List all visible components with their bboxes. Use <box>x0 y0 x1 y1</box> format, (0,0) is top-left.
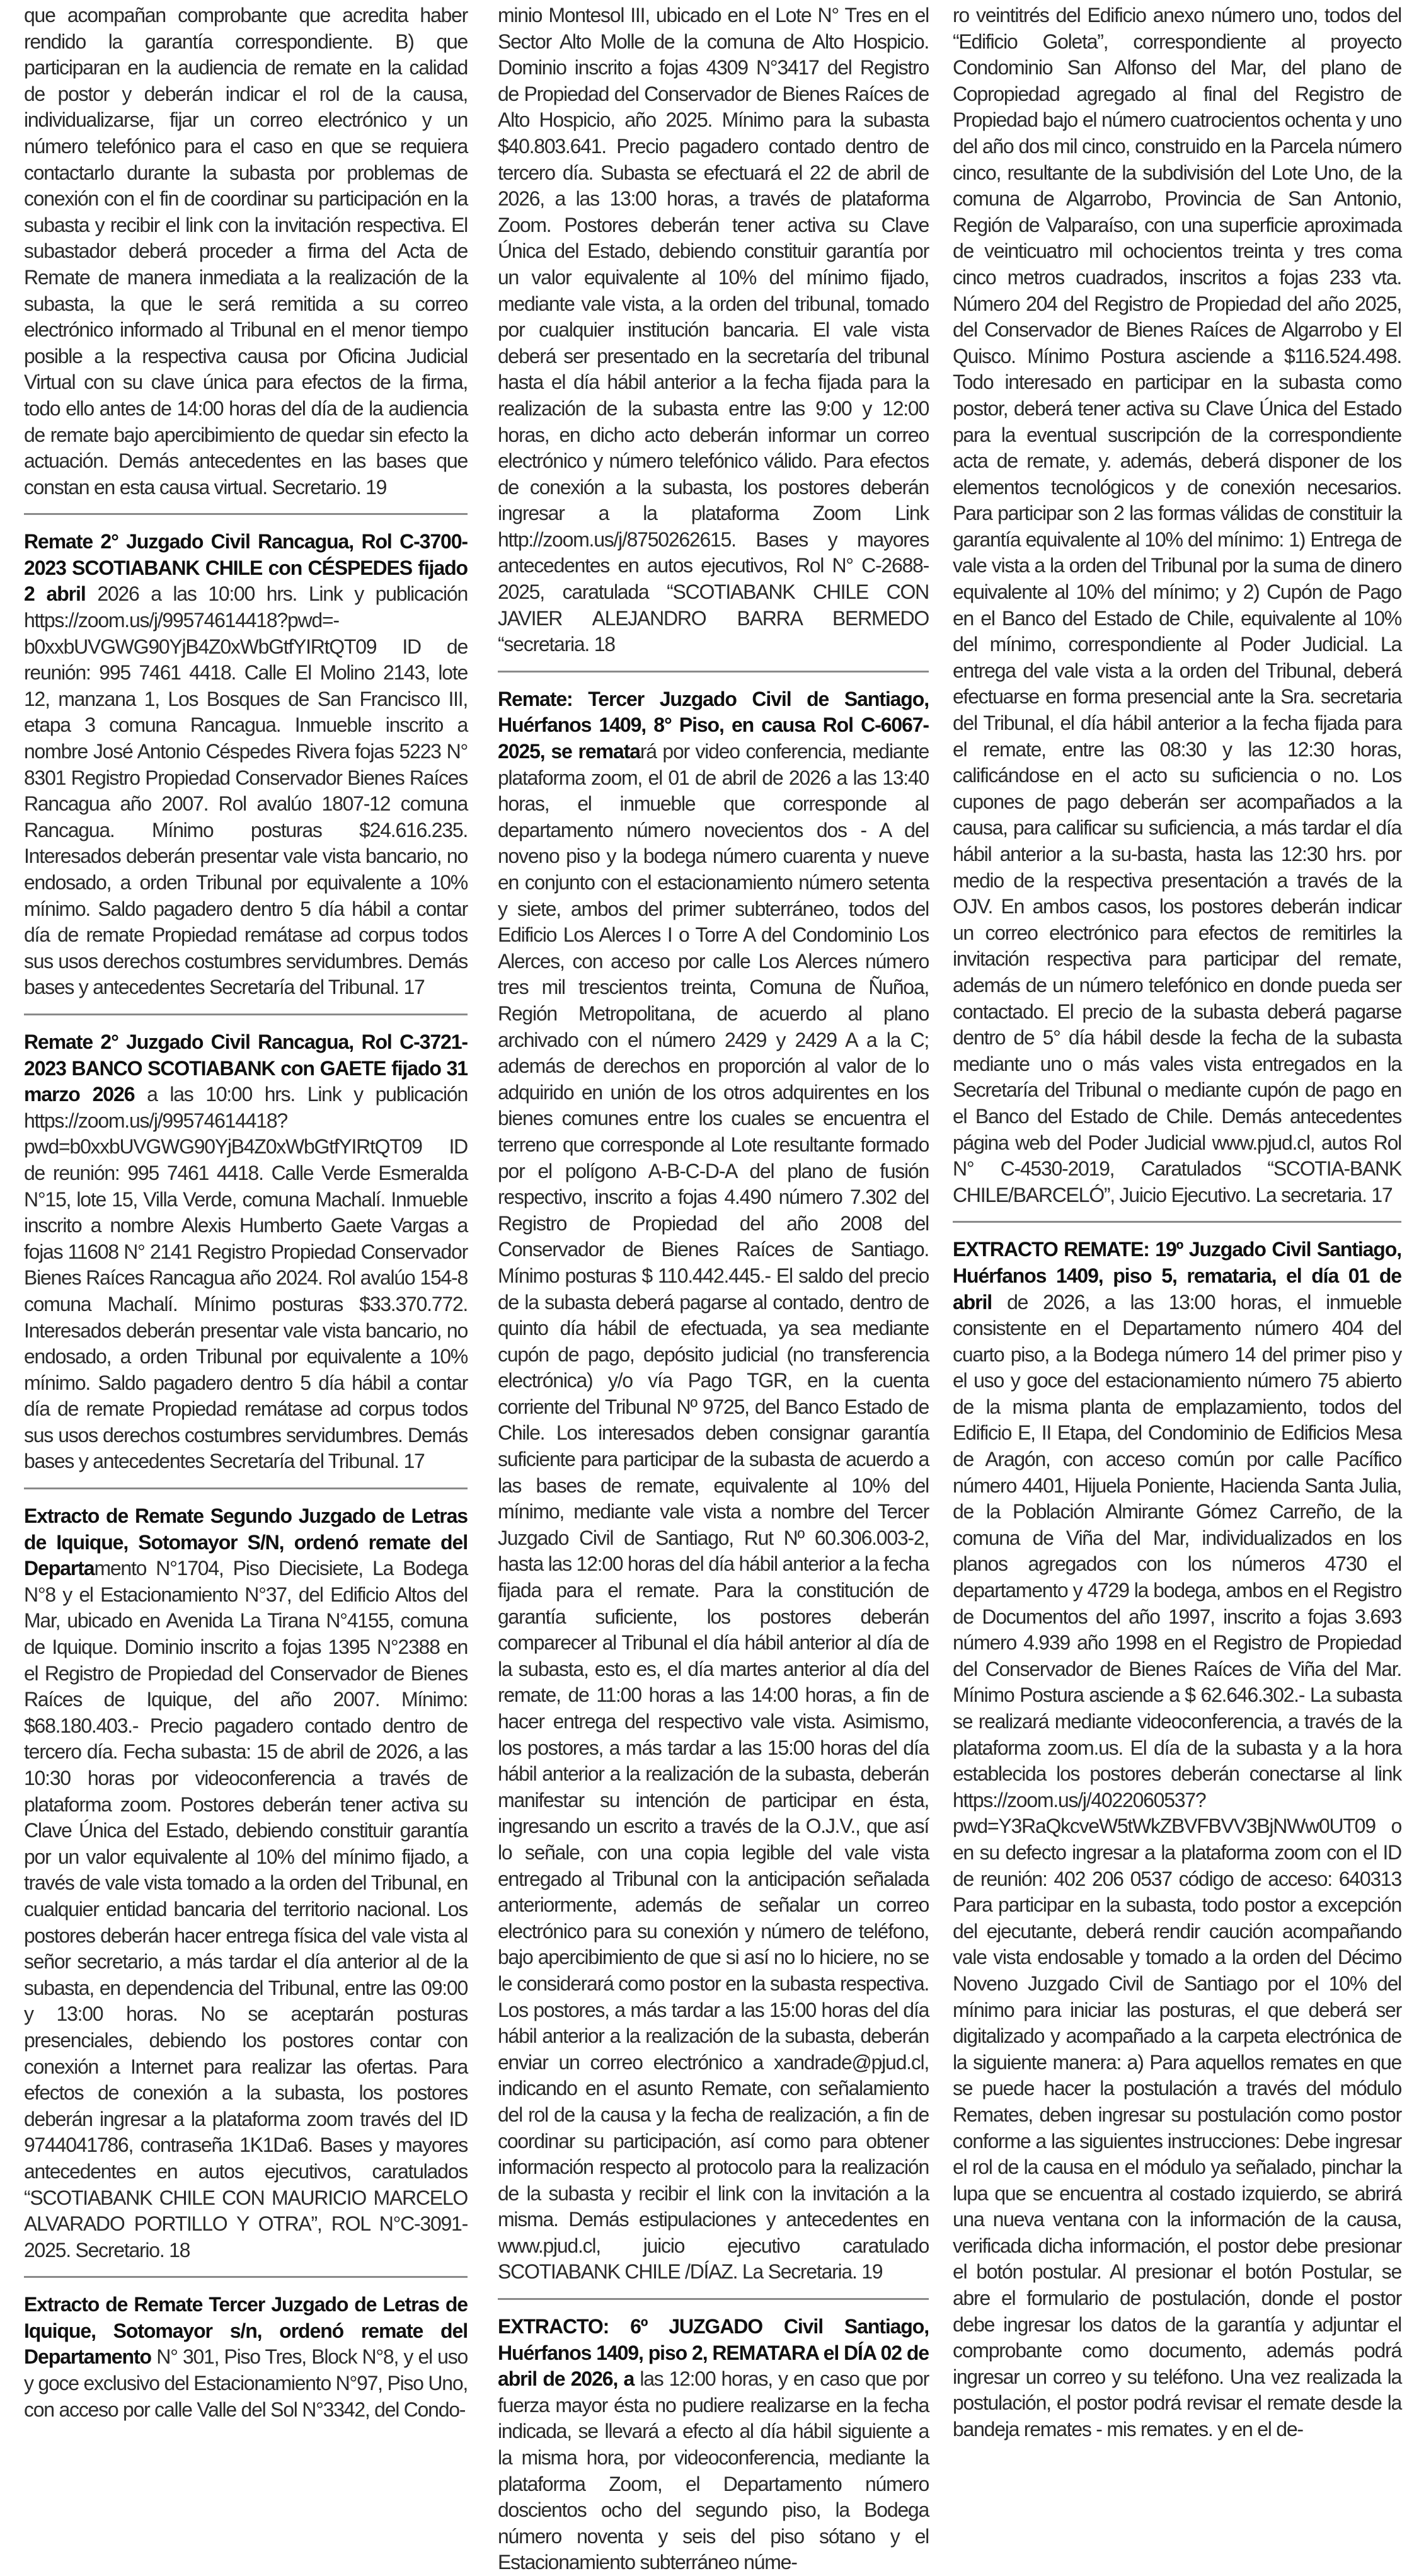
notice-body: a las 10:00 hrs. Link y publicación https://zoom.us/j/99574614418?pwd=b0xxbUVGWG90YjB4Z0xWbGtfYIRtQT09 ID de reunión: 995 7461 4418. Calle Verde Esmeralda N°15, lote 15, Villa Verde, comuna Machalí. Inmueble inscrito a nombre Alexis Humberto Gaete Vargas a fojas 11608 N° 2141 Registro Propiedad Conservador Bienes Raíces Rancagua año 2024. Rol avalúo 154-8 comuna Machalí. Mínimo posturas $33.370.772. Interesados deberán presentar vale vista bancario, no endosado, a orden Tribunal por equivalente a 10% mínimo. Saldo pagadero dentro 5 día hábil a contar día de remate Propiedad remátase ad corpus todos sus usos derechos costumbres servidumbres. Demás bases y antecedentes Secretaría del Tribunal. 17 <box>24 1083 468 1473</box>
divider <box>24 1014 468 1015</box>
divider <box>24 1487 468 1489</box>
notice-lead: Extracto de Remate Segundo Juzgado de Letras de Iquique, Sotomayor S/N, ordenó remate del Departa <box>24 1505 468 1580</box>
notice-santiago-19 <box>953 1237 1401 2442</box>
column-1 <box>24 3 468 2423</box>
notice-body: las 12:00 horas, y en caso que por fuerza mayor ésta no pudiere realizarse en la fecha indicada, se llevará a efecto al día hábil siguiente a la misma hora, por videoconferencia, mediante la plataforma Zoom, el Departamento número doscientos ocho del segundo piso, la Bodega número noventa y seis del piso sótano y el Estacionamiento subterráneo núme- <box>498 2367 929 2574</box>
notice-lead: Remate 2° Juzgado Civil Rancagua, Rol C-3700-2023 SCOTIABANK CHILE con CÉSPEDES fijado 2 abril <box>24 530 468 606</box>
notice-body: de 2026, a las 13:00 horas, el inmueble consistente en el Departamento número 404 del cuarto piso, a la Bodega número 14 del primer piso y el uso y goce del estacionamiento número 75 abierto de la misma planta de emplazamiento, todos del Edificio E, II Etapa, del Condominio de Edificios Mesa de Aragón, con acceso común por calle Pacífico número 4401, Hijuela Poniente, Hacienda Santa Julia, de la Población Almirante Gómez Carreño, de la comuna de Viña del Mar, individualizados en los planos agregados con los números 4730 el departamento y 4729 la bodega, ambos en el Registro de Documentos del año 1997, inscrito a fojas 3.693 número 4.939 año 1998 en el Registro de Propiedad del Conservador de Bienes Raíces de Viña del Mar. Mínimo Postura asciende a $ 62.646.302.- La subasta se realizará mediante videoconferencia, a través de la plataforma zoom.us. El día de la subasta y a la hora establecida los postores deberán conectarse al link https://zoom.us/j/4022060537?pwd=Y3RaQkcveW5tWkZBVFBVV3BjNWw0UT09 o en su defecto ingresar a la plataforma zoom con el ID de reunión: 402 206 0537 código de acceso: 640313 Para participar en la subasta, todo postor a excepción del ejecutante, deberá rendir caución acompañando vale vista endosable y tomado a la orden del Décimo Noveno Juzgado Civil de Santiago por el 10% del mínimo para iniciar las posturas, el que deberá ser digitalizado y acompañado a la carpeta electrónica de la siguiente manera: a) Para aquellos remates en que se puede hacer la postulación a través del módulo Remates, deben ingresar su postulación como postor conforme a las siguientes instrucciones: Debe ingresar el rol de la causa en el módulo ya señalado, pinchar la lupa que se encuentra al costado izquierdo, se abrirá una nueva ventana con la información de la causa, verificada dicha información, el postor debe presionar el botón postular. Al presionar el botón Postular, se abre el formulario de postulación, donde el postor debe ingresar los datos de la garantía y adjuntar el comprobante como documento, además podrá ingresar un correo y su teléfono. Una vez realizada la postulación, el postor podrá revisar el remate desde la bandeja remates - mis remates. y en el de- <box>953 1290 1401 2441</box>
notice-continuation <box>953 3 1401 1208</box>
notice-rancagua-cespedes <box>24 529 468 1001</box>
notice-body: rá por video conferencia, mediante plataforma zoom, el 01 de abril de 2026 a las 13:40 horas, el inmueble que corresponde al departamento número novecientos dos - A del noveno piso y la bodega número cuarenta y nueve en conjunto con el estacionamiento número setenta y siete, ambos del primer subterráneo, todos del Edificio Los Alerces I o Torre A del Condominio Los Alerces, con acceso por calle Los Alerces número tres mil trescientos treinta, Comuna de Ñuñoa, Región Metropolitana, de acuerdo al plano archivado con el número 2429 y 2429 A a la C; además de derechos en proporción al valor de lo adquirido en unión de los otros adquirentes en los bienes comunes entre los cuales se encuentra el terreno que corresponde al Lote resultante formado por el polígono A-B-C-D-A del plano de fusión respectivo, inscrito a fojas 4.490 número 7.302 del Registro de Propiedad del año 2008 del Conservador de Bienes Raíces de Santiago. Mínimo posturas $ 110.442.445.- El saldo del precio de la subasta deberá pagarse al contado, dentro de quinto día hábil de efectuada, ya sea mediante cupón de pago, depósito judicial (no transferencia electrónica) y/o vía Pago TGR, en la cuenta corriente del Tribunal Nº 9725, del Banco Estado de Chile. Los interesados deben consignar garantía suficiente para participar de la subasta de acuerdo a las bases de remate, equivalente al 10% del mínimo, mediante vale vista a nombre del Tercer Juzgado Civil de Santiago, Rut Nº 60.306.003-2, hasta las 12:00 horas del día hábil anterior a la fecha fijada para el remate. Para la constitución de garantía suficiente, los postores deberán comparecer al Tribunal el día hábil anterior al día de la subasta, esto es, el día martes anterior al día del remate, de 11:00 horas a las 14:00 horas, a fin de hacer entrega del respectivo vale vista. Asimismo, los postores, a más tardar a las 15:00 horas del día hábil anterior a la realización de la subasta, deberán manifestar su intención de participar en ésta, ingresando un escrito a través de la O.J.V., que así lo señale, con una copia legible del vale vista entregado al Tribunal con la anticipación señalada anteriormente, además de señalar un correo electrónico para su conexión y número de teléfono, bajo apercibimiento de que si así no lo hiciere, no se le considerará como postor en la subasta respectiva. Los postores, a más tardar a las 15:00 horas del día hábil anterior a la realización de la subasta, deberán enviar un correo electrónico a xandrade@pjud.cl, indicando en el asunto Remate, con señalamiento del rol de la causa y la fecha de realización, a fin de coordinar su participación, así como para obtener información respecto al protocolo para la realización de la subasta y recibir el link con la invitación a la misma. Demás estipulaciones y antecedentes en www.pjud.cl, juicio ejecutivo caratulado SCOTIABANK CHILE /DÍAZ. La Secretaria. 19 <box>498 740 929 2284</box>
divider <box>498 671 929 673</box>
notice-body: minio Montesol III, ubicado en el Lote N° Tres en el Sector Alto Molle de la comuna de Alto Hospicio. Dominio inscrito a fojas 4309 N°3417 del Registro de Propiedad del Conservador de Bienes Raíces de Alto Hospicio, año 2025. Mínimo para la subasta $40.803.641. Precio pagadero contado dentro de tercero día. Subasta se efectuará el 22 de abril de 2026, a las 13:00 horas, a través de plataforma Zoom. Postores deberán tener activa su Clave Única del Estado, debiendo constituir garantía por un valor equivalente al 10% del mínimo fijado, mediante vale vista, a la orden del tribunal, tomado por cualquier institución bancaria. El vale vista deberá ser presentado en la secretaría del tribunal hasta el día hábil anterior a la fecha fijada para la realización de la subasta entre las 9:00 y 12:00 horas, en dicho acto deberán informar un correo electrónico y número telefónico válido. Para efectos de conexión a la subasta, los postores deberán ingresar a la plataforma Zoom Link http://zoom.us/j/8750262615. Bases y mayores antecedentes en autos ejecutivos, Rol N° C-2688-2025, caratulada “SCOTIABANK CHILE CON JAVIER ALEJANDRO BARRA BERMEDO “secretaria. 18 <box>498 4 929 656</box>
notice-body: 2026 a las 10:00 hrs. Link y publicación https://zoom.us/j/99574614418?pwd=-b0xxbUVGWG90YjB4Z0xWbGtfYIRtQT09 ID de reunión: 995 7461 4418. Calle El Molino 2143, lote 12, manzana 1, Los Bosques de San Francisco III, etapa 3 comuna Rancagua. Inmueble inscrito a nombre José Antonio Céspedes Rivera fojas 5223 N° 8301 Registro Propiedad Conservador Bienes Raíces Rancagua año 2007. Rol avalúo 1807-12 comuna Rancagua. Mínimo posturas $24.616.235. Interesados deberán presentar vale vista bancario, no endosado, a orden Tribunal por equivalente a 10% mínimo. Saldo pagadero dentro 5 día hábil a contar día de remate Propiedad remátase ad corpus todos sus usos derechos costumbres servidumbres. Demás bases y antecedentes Secretaría del Tribunal. 17 <box>24 582 468 999</box>
column-2 <box>498 3 929 2576</box>
notice-lead: EXTRACTO: 6º JUZGADO Civil Santiago, Huérfanos 1409, piso 2, REMATARA el DÍA 02 de abril de 2026, a <box>498 2315 929 2391</box>
notice-body: ro veintitrés del Edificio anexo número uno, todos del “Edificio Goleta”, correspondiente al proyecto Condominio San Alfonso del Mar, del plano de Copropiedad agregado al final del Registro de Propiedad bajo el número cuatrocientos ochenta y uno del año dos mil cinco, construido en la Parcela número cinco, resultante de la subdivisión del Lote Uno, de la comuna de Algarrobo, Provincia de San Antonio, Región de Valparaíso, con una superficie aproximada de veinticuatro mil ochocientos treinta y tres coma cinco metros cuadrados, inscritos a fojas 233 vta. Número 204 del Registro de Propiedad del año 2025, del Conservador de Bienes Raíces de Algarrobo y El Quisco. Mínimo Postura asciende a $116.524.498. Todo interesado en participar en la subasta como postor, deberá tener activa su Clave Única del Estado para la eventual suscripción de la correspondiente acta de remate, y. además, deberá disponer de los elementos tecnológicos y de conexión necesarios. Para participar son 2 las formas válidas de constituir la garantía equivalente al 10% del mínimo: 1) Entrega de vale vista a la orden del Tribunal por la suma de dinero equivalente al 10% del mínimo; y 2) Cupón de Pago en el Banco del Estado de Chile, equivalente al 10% del mínimo, correspondiente al Poder Judicial. La entrega del vale vista a la orden del Tribunal, deberá efectuarse en forma presencial ante la Sra. secretaria del Tribunal, el día hábil anterior a la fecha fijada para el remate, entre las 08:30 y las 12:30 horas, calificándose en el acto su suficiencia o no. Los cupones de pago deberán ser acompañados a la causa, para calificar su suficiencia, a más tardar el día hábil anterior a la su-basta, hasta las 12:30 hrs. por medio de la respectiva presentación a través de la OJV. En ambos casos, los postores deberán indicar un correo electrónico para efectos de remitirles la invitación respectiva para participar del remate, además de un número telefónico en donde pueda ser contactado. El precio de la subasta deberá pagarse dentro de 5° día hábil desde la fecha de la subasta mediante uno o más vales vista entregados en la Secretaría del Tribunal o mediante cupón de pago en el Banco del Estado de Chile. Demás antecedentes página web del Poder Judicial www.pjud.cl, autos Rol N° C-4530-2019, Caratulados “SCOTIA-BANK CHILE/BARCELÓ”, Juicio Ejecutivo. La secretaria. 17 <box>953 4 1401 1206</box>
notice-lead: Remate 2° Juzgado Civil Rancagua, Rol C-3721-2023 BANCO SCOTIABANK con GAETE fijado 31 marzo 2026 <box>24 1030 468 1106</box>
divider <box>953 1221 1401 1223</box>
notice-santiago-tercer <box>498 686 929 2285</box>
notice-lead: Extracto de Remate Tercer Juzgado de Letras de Iquique, Sotomayor s/n, ordenó remate del Departamento <box>24 2293 468 2369</box>
column-3 <box>953 3 1401 2443</box>
notice-santiago-sexto <box>498 2314 929 2576</box>
divider <box>24 2276 468 2278</box>
notice-lead: EXTRACTO REMATE: 19º Juzgado Civil Santiago, Huérfanos 1409, piso 5, remataria, el día 01 de abril <box>953 1238 1401 1314</box>
notice-iquique-segundo <box>24 1503 468 2263</box>
notice-continuation <box>498 3 929 658</box>
divider <box>24 513 468 515</box>
divider <box>498 2298 929 2300</box>
notice-body: que acompañan comprobante que acredita haber rendido la garantía correspondiente. B) que participaran en la audiencia de remate en la calidad de postor y deberán indicar el rol de la causa, individualizarse, fijar un correo electrónico y un número telefónico para el caso en que se requiera contactarlo durante la subasta por problemas de conexión con el fin de coordinar su participación en la subasta y recibir el link con la invitación respectiva. El subastador deberá proceder a firma del Acta de Remate de manera inmediata a la realización de la subasta, la que le será remitida a su correo electrónico informado al Tribunal en el menor tiempo posible a la respectiva causa por Oficina Judicial Virtual con su clave única para efectos de la firma, todo ello antes de 14:00 horas del día de la audiencia de remate bajo apercibimiento de quedar sin efecto la actuación. Demás antecedentes en las bases que constan en esta causa virtual. Secretario. 19 <box>24 4 468 499</box>
notice-iquique-tercer <box>24 2292 468 2423</box>
notice-body: N° 301, Piso Tres, Block N°8, y el uso y goce exclusivo del Estacionamiento N°97, Piso Uno, con acceso por calle Valle del Sol N°3342, del Condo- <box>24 2345 468 2421</box>
notice-lead: Remate: Tercer Juzgado Civil de Santiago, Huérfanos 1409, 8° Piso, en causa Rol C-6067-2025, se remata <box>498 687 929 763</box>
notice-continuation <box>24 3 468 500</box>
notice-rancagua-gaete <box>24 1029 468 1475</box>
notice-body: mento N°1704, Piso Diecisiete, La Bodega N°8 y el Estacionamiento N°37, del Edificio Altos del Mar, ubicado en Avenida La Tirana N°4155, comuna de Iquique. Dominio inscrito a fojas 1395 N°2388 en el Registro de Propiedad del Conservador de Bienes Raíces de Iquique, del año 2007. Mínimo: $68.180.403.- Precio pagadero contado dentro de tercero día. Fecha subasta: 15 de abril de 2026, a las 10:30 horas por videoconferencia a través de plataforma zoom. Postores deberán tener activa su Clave Única del Estado, debiendo constituir garantía por un valor equivalente al 10% del mínimo fijado, a través de vale vista tomado a la orden del Tribunal, en cualquier entidad bancaria del territorio nacional. Los postores deberán hacer entrega física del vale vista al señor secretario, a más tardar el día anterior al de la subasta, en dependencia del Tribunal, entre las 09:00 y 13:00 horas. No se aceptarán posturas presenciales, debiendo los postores contar con conexión a Internet para realizar las ofertas. Para efectos de conexión a la subasta, los postores deberán ingresar a la plataforma zoom través del ID 9744041786, contraseña 1K1Da6. Bases y mayores antecedentes en autos ejecutivos, caratulados “SCOTIABANK CHILE CON MAURICIO MARCELO ALVARADO PORTILLO Y OTRA”, ROL N°C-3091-2025. Secretario. 18 <box>24 1557 468 2261</box>
